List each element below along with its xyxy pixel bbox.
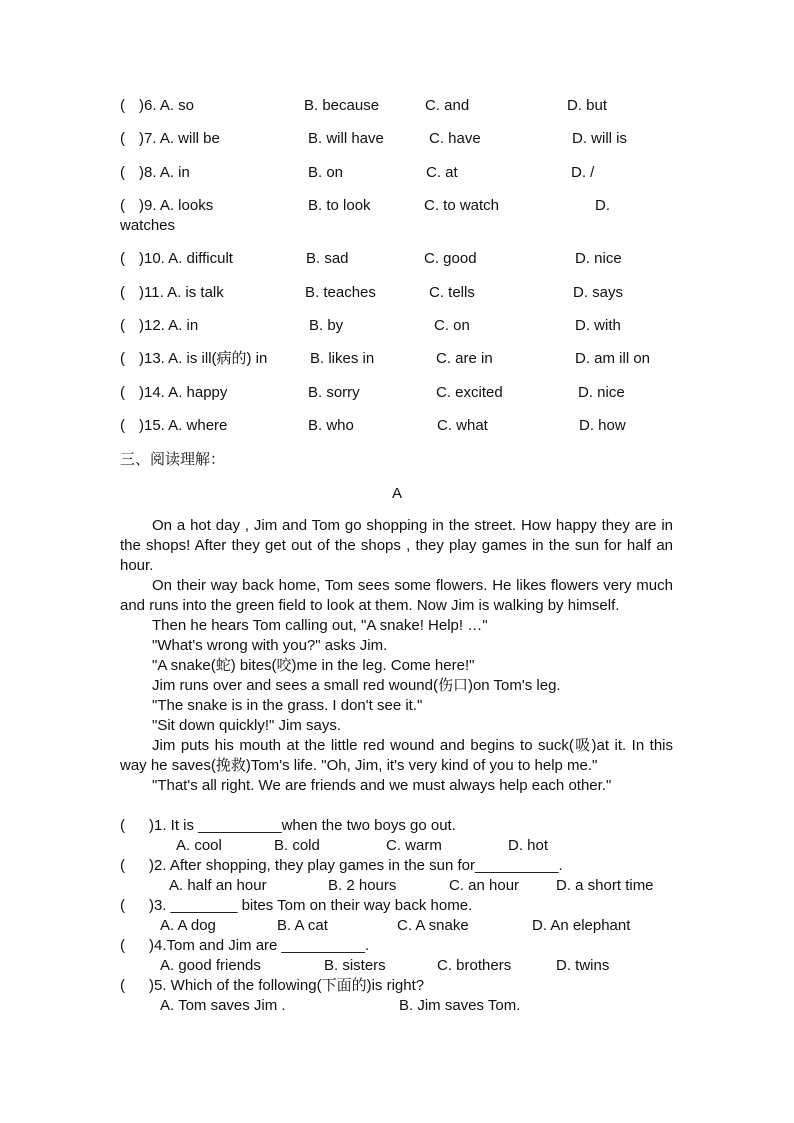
question-options: [120, 956, 680, 976]
option-d: D. will is: [572, 130, 627, 147]
option-b: B. 2 hours: [328, 877, 397, 894]
option-c: C. good: [424, 250, 477, 267]
option-b: B. likes in: [310, 350, 375, 367]
question-options: [120, 916, 680, 936]
option-a: A. A dog: [160, 917, 216, 934]
option-d: D. am ill on: [575, 350, 651, 367]
option-c: C. A snake: [397, 917, 469, 934]
option-b: B. sorry: [308, 384, 360, 401]
question-text: )2. After shopping, they play games in the sun for__________.: [149, 857, 563, 874]
option-c: C. have: [429, 130, 481, 147]
option-d: D. says: [573, 284, 624, 301]
option-d: D. twins: [556, 957, 610, 974]
option-d-wrap: watches: [120, 217, 176, 234]
section-title: 三、阅读理解：: [120, 451, 226, 468]
option-d: D. but: [567, 97, 608, 114]
option-a: )7. A. will be: [139, 130, 220, 147]
option-a: A. Tom saves Jim .: [160, 997, 286, 1014]
option-c: C. warm: [386, 837, 442, 854]
paren: (: [120, 937, 125, 954]
option-b: B. who: [308, 417, 354, 434]
question-text: )1. It is __________when the two boys go out.: [149, 817, 456, 834]
paren: (: [120, 897, 125, 914]
option-c: C. excited: [436, 384, 503, 401]
paren: (: [120, 350, 125, 367]
option-b: B. will have: [308, 130, 384, 147]
comprehension-questions: [120, 816, 680, 1016]
option-d: D. hot: [508, 837, 549, 854]
question-stem: [120, 896, 680, 916]
question-stem: [120, 936, 680, 956]
option-c: C. tells: [429, 284, 475, 301]
paren: (: [120, 97, 125, 114]
paren: (: [120, 857, 125, 874]
option-b: B. sad: [306, 250, 349, 267]
paren: (: [120, 250, 125, 267]
option-c: C. an hour: [449, 877, 520, 894]
question-options: [120, 996, 680, 1016]
question-text: )5. Which of the following(下面的)is right?: [149, 977, 425, 994]
paren: (: [120, 317, 125, 334]
option-a: A. cool: [176, 837, 222, 854]
passage-title: A: [392, 485, 403, 502]
option-a: A. half an hour: [169, 877, 267, 894]
paren: (: [120, 417, 125, 434]
passage-paragraph: Then he hears Tom calling out, "A snake! Help! …": [152, 617, 488, 634]
paren: (: [120, 384, 125, 401]
option-b: B. on: [308, 164, 344, 181]
question-options: [120, 876, 680, 896]
option-a: )14. A. happy: [139, 384, 228, 401]
paren: (: [120, 977, 125, 994]
passage-paragraph: On a hot day , Jim and Tom go shopping in the street. How happy they are in the shops! After they get out of the shops , they play games in the sun for half an hour.: [120, 517, 673, 574]
option-d: D.: [595, 197, 610, 214]
option-b: B. A cat: [277, 917, 328, 934]
option-c: C. are in: [436, 350, 493, 367]
passage-paragraph: On their way back home, Tom sees some flowers. He likes flowers very much and runs into the green field to look at them. Now Jim is walking by himself.: [120, 577, 673, 614]
option-b: B. sisters: [324, 957, 386, 974]
paren: (: [120, 817, 125, 834]
option-c: C. and: [425, 97, 470, 114]
option-d: D. An elephant: [532, 917, 631, 934]
passage-paragraph: Jim runs over and sees a small red wound(伤口)on Tom's leg.: [152, 677, 561, 694]
question-stem: [120, 976, 680, 996]
paren: (: [120, 130, 125, 147]
paren: (: [120, 284, 125, 301]
question-text: )4.Tom and Jim are __________.: [149, 937, 370, 954]
option-a: )15. A. where: [139, 417, 228, 434]
passage-paragraph: "A snake(蛇) bites(咬)me in the leg. Come here!": [152, 657, 475, 674]
option-d: D. how: [579, 417, 626, 434]
option-a: )13. A. is ill(病的) in: [139, 350, 268, 367]
option-d: D. nice: [575, 250, 622, 267]
option-d: D. a short time: [556, 877, 654, 894]
option-d: D. nice: [578, 384, 625, 401]
passage-paragraph: "What's wrong with you?" asks Jim.: [152, 637, 388, 654]
question-stem: [120, 856, 680, 876]
reading-passage: [120, 516, 673, 796]
option-c: C. at: [426, 164, 458, 181]
question-options: [120, 836, 680, 856]
option-c: C. what: [437, 417, 488, 434]
option-a: )11. A. is talk: [139, 284, 224, 301]
option-a: )12. A. in: [139, 317, 199, 334]
option-b: B. by: [309, 317, 344, 334]
passage-paragraph: "Sit down quickly!" Jim says.: [152, 717, 342, 734]
passage-paragraph: "The snake is in the grass. I don't see it.": [152, 697, 423, 714]
option-a: A. good friends: [160, 957, 261, 974]
passage-paragraph: "That's all right. We are friends and we must always help each other.": [152, 777, 612, 794]
option-d: D. with: [575, 317, 621, 334]
question-text: )3. ________ bites Tom on their way back home.: [149, 897, 473, 914]
paren: (: [120, 164, 125, 181]
option-a: )8. A. in: [139, 164, 190, 181]
passage-paragraph: Jim puts his mouth at the little red wound and begins to suck(吸)at it. In this way he saves(挽救)Tom's life. "Oh, Jim, it's very kind of you to help me.": [120, 737, 673, 774]
option-a: )10. A. difficult: [139, 250, 233, 267]
option-b: B. because: [304, 97, 380, 114]
question-stem: [120, 816, 680, 836]
option-b: B. cold: [274, 837, 320, 854]
option-c: C. to watch: [424, 197, 500, 214]
option-a: )9. A. looks: [139, 197, 214, 214]
option-b: B. to look: [308, 197, 371, 214]
option-a: )6. A. so: [139, 97, 195, 114]
option-b: B. teaches: [305, 284, 376, 301]
paren: (: [120, 197, 125, 214]
option-b: B. Jim saves Tom.: [399, 997, 521, 1014]
option-d: D. /: [571, 164, 595, 181]
option-c: C. on: [434, 317, 470, 334]
option-c: C. brothers: [437, 957, 512, 974]
